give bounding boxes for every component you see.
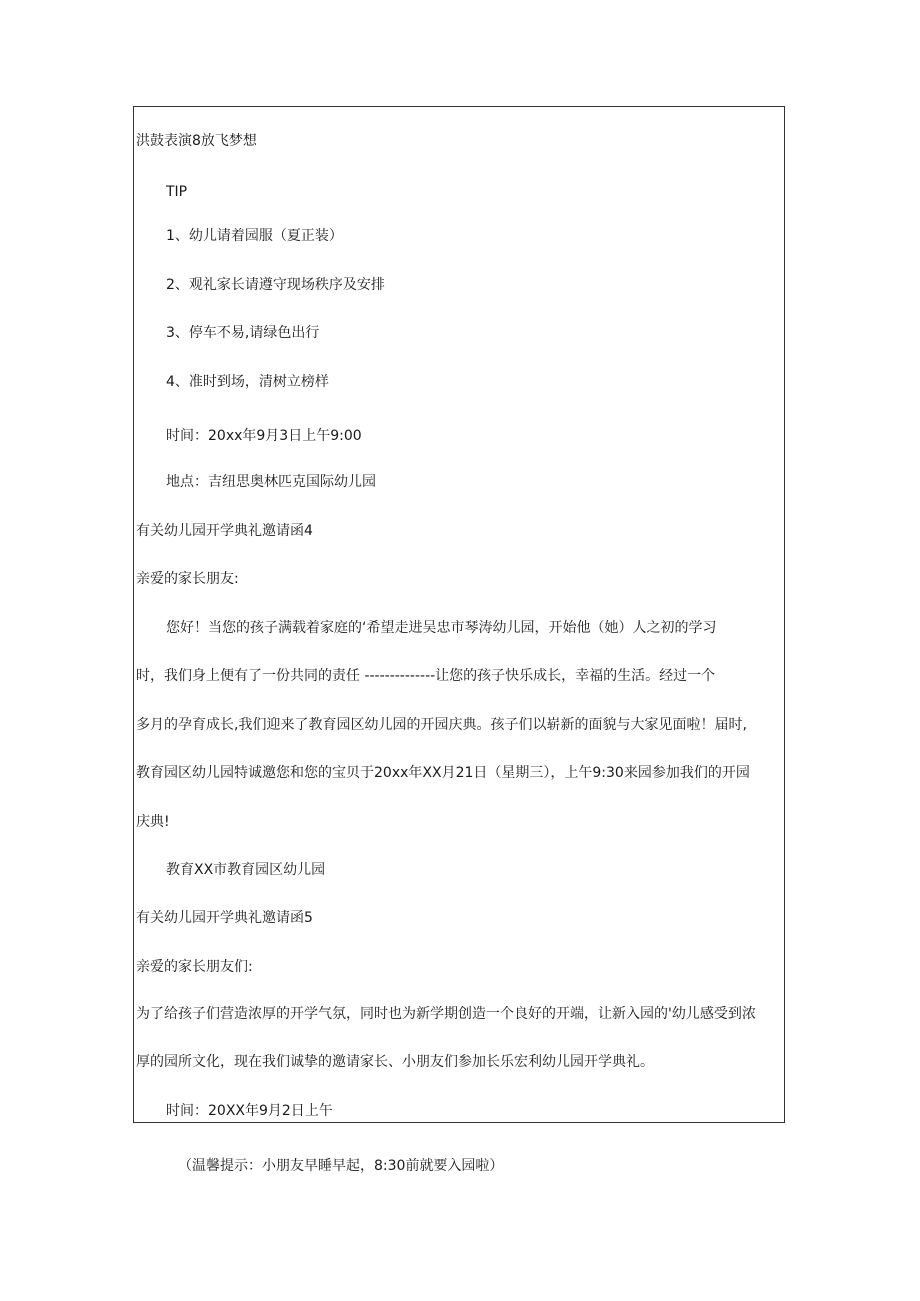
tip-item-2: 2、观礼家长请遵守现场秩序及安排	[166, 277, 385, 293]
tip-heading: TIP	[166, 184, 188, 200]
section-heading-5: 有关幼儿园开学典礼邀请函5	[136, 910, 313, 926]
paragraph-line-1: 您好！当您的孩子满载着家庭的‘希望走进吴忠市琴涛幼儿园，开始他（她）人之初的学习	[166, 620, 717, 636]
footer-tip: （温馨提示：小朋友早睡早起，8:30前就要入园啦）	[178, 1158, 504, 1174]
event-time: 时间：20xx年9月3日上午9:00	[166, 428, 362, 444]
salutation-5: 亲爱的家长朋友们:	[136, 959, 253, 975]
salutation-4: 亲爱的家长朋友:	[136, 571, 239, 587]
paragraph-5-line-2: 厚的园所文化，现在我们诚挚的邀请家长、小朋友们参加长乐宏利幼儿园开学典礼。	[136, 1054, 654, 1070]
tip-item-1: 1、幼儿请着园服（夏正装）	[166, 228, 343, 244]
paragraph-5-line-1: 为了给孩子们营造浓厚的开学气氛，同时也为新学期创造一个良好的开端，让新入园的'幼儿感受到浓	[136, 1006, 756, 1022]
paragraph-line-5: 庆典!	[136, 814, 170, 830]
event-location: 地点：吉纽思奥林匹克国际幼儿园	[166, 474, 376, 490]
paragraph-line-4: 教育园区幼儿园特诚邀您和您的宝贝于20xx年XX月21日（星期三），上午9:30来园参加我们的开园	[136, 765, 750, 781]
tip-item-3: 3、停车不易,请绿色出行	[166, 325, 320, 341]
paragraph-line-3: 多月的孕育成长,我们迎来了教育园区幼儿园的开园庆典。孩子们以崭新的面貌与大家见面啦！届时,	[136, 717, 747, 733]
program-item-title: 洪鼓表演8放飞梦想	[136, 133, 257, 149]
signature-org: 教育XX市教育园区幼儿园	[166, 862, 326, 878]
section-heading-4: 有关幼儿园开学典礼邀请函4	[136, 523, 313, 539]
tip-item-4: 4、准时到场，清树立榜样	[166, 374, 329, 390]
paragraph-line-2: 时，我们身上便有了一份共同的责任 --------------让您的孩子快乐成长，幸福的生活。经过一个	[136, 668, 716, 684]
event-time-5: 时间：20XX年9月2日上午	[166, 1103, 333, 1119]
